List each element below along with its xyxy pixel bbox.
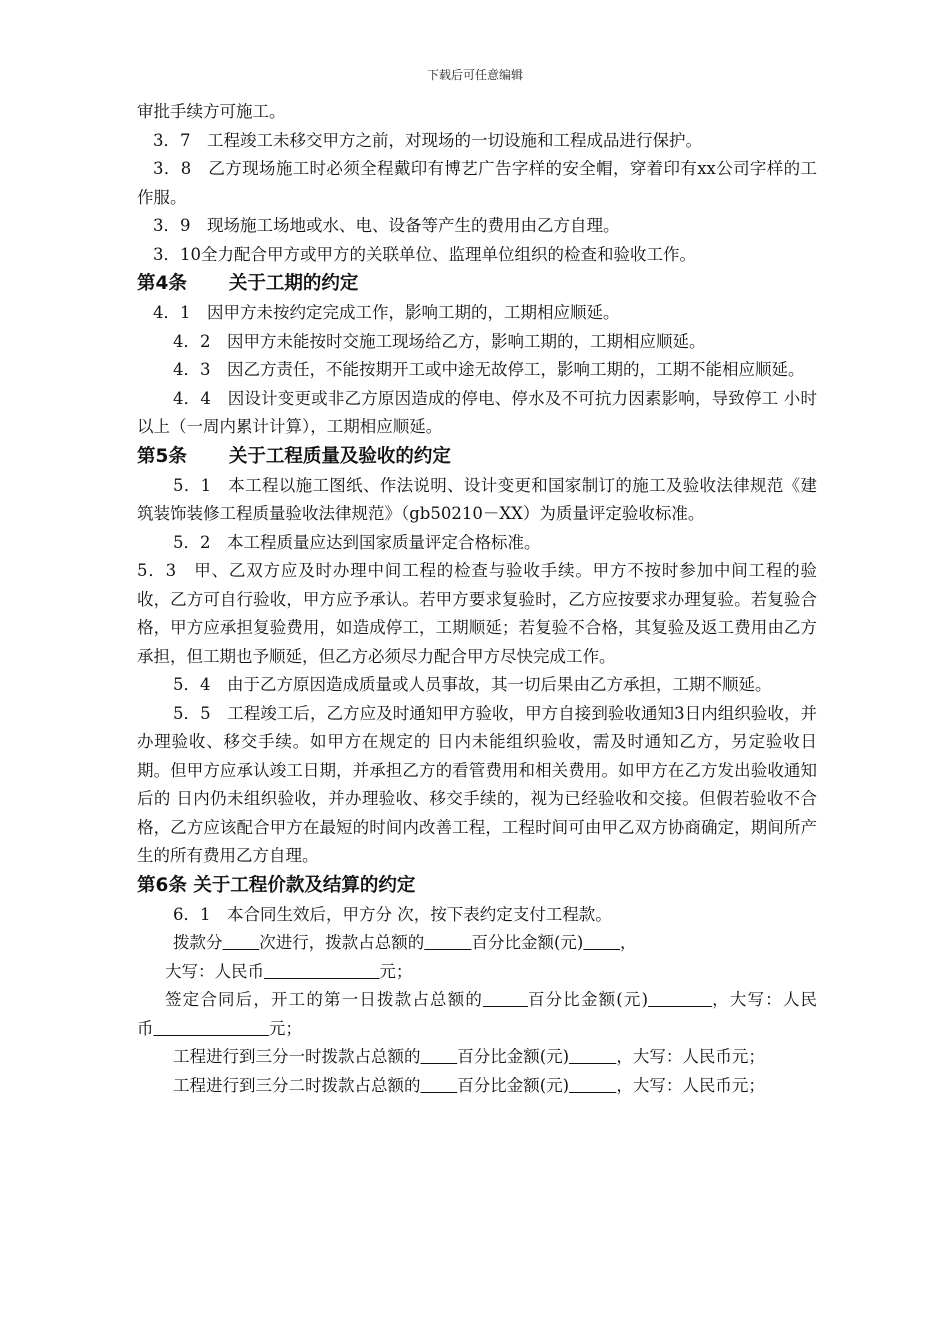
payment-line: 签定合同后，开工的第一日拨款占总额的 百分比金额(元) ，大写：人民币 元； (137, 990, 818, 1038)
clause-6-1: 6．1 本合同生效后，甲方分 次，按下表约定支付工程款。 (173, 904, 612, 924)
document-body (137, 98, 817, 1100)
clause-5-4: 5．4 由于乙方原因造成质量或人员事故，其一切后果由乙方承担，工期不顺延。 (173, 675, 772, 694)
clause-5-3: 5．3 甲、乙双方应及时办理中间工程的检查与验收手续。甲方不按时参加中间工程的验收，乙方可自行验收，甲方应予承认。若甲方要求复验时，乙方应按要求办理复验。若复验合格，甲方应承担复验费用，如造成停工，工期顺延；若复验不合格，其复验及返工费用由乙方承担，但工期也予顺延，但乙方必须尽力配合甲方尽快完成工作。 (137, 561, 817, 666)
clause-4-3: 4．3 因乙方责任，不能按期开工或中途无故停工，影响工期的，工期不能相应顺延。 (173, 360, 805, 379)
page-header: 下载后可任意编辑 (426, 68, 523, 82)
section-title: 关于工程质量及验收的约定 (228, 445, 451, 467)
payment-line: 大写：人民币 元； (165, 961, 413, 981)
clause-4-2: 4．2 因甲方未能按时交施工现场给乙方，影响工期的，工期相应顺延。 (173, 331, 706, 351)
section-heading-5 (137, 442, 817, 472)
clause-4-1: 4．1 因甲方未按约定完成工作，影响工期的，工期相应顺延。 (153, 303, 620, 322)
clause-5-5: 5．5 工程竣工后，乙方应及时通知甲方验收，甲方自接到验收通知3日内组织验收，并办理验收、移交手续。如甲方在规定的 日内未能组织验收，需及时通知乙方，另定验收日期。但甲方应承认竣工日期，并承担乙方的看管费用和相关费用。如甲方在乙方发出验收通知后的 日内仍未组织验收，并办理验收、移交手续的，视为已经验收和交接。但假若验收不合格，乙方应该配合甲方在最短的时间内改善工程，工程时间可由甲乙双方协商确定，期间所产生的所有费用乙方自理。 (137, 703, 817, 865)
clause-4-4: 4．4 因设计变更或非乙方原因造成的停电、停水及不可抗力因素影响，导致停工 小时以上（一周内累计计算），工期相应顺延。 (137, 388, 817, 436)
section-number: 第6条 (137, 874, 187, 896)
clause-3-10: 3．10全力配合甲方或甲方的关联单位、监理单位组织的检查和验收工作。 (153, 244, 696, 264)
paragraph: 审批手续方可施工。 (137, 102, 286, 121)
clause-5-2: 5．2 本工程质量应达到国家质量评定合格标准。 (173, 532, 541, 552)
clause-3-9: 3．9 现场施工场地或水、电、设备等产生的费用由乙方自理。 (153, 216, 620, 235)
section-heading-4 (137, 269, 817, 299)
section-number: 第5条 (137, 445, 187, 467)
section-heading-6 (137, 871, 817, 901)
payment-line: 工程进行到三分二时拨款占总额的 百分比金额(元) ，大写：人民币元； (173, 1075, 765, 1095)
clause-5-1: 5．1 本工程以施工图纸、作法说明、设计变更和国家制订的施工及验收法律规范《建筑装饰装修工程质量验收法律规范》（gb50210－XX）为质量评定验收标准。 (137, 475, 817, 523)
payment-line: 拨款分 次进行，拨款占总额的 百分比金额(元) ， (173, 933, 637, 952)
section-title: 关于工程价款及结算的约定 (193, 874, 416, 896)
section-number: 第4条 (137, 273, 187, 294)
section-title: 关于工期的约定 (228, 273, 359, 294)
clause-3-8: 3．8 乙方现场施工时必须全程戴印有博艺广告字样的安全帽，穿着印有xx公司字样的工作服。 (137, 159, 817, 207)
payment-line: 工程进行到三分一时拨款占总额的 百分比金额(元) ，大写：人民币元； (173, 1047, 765, 1066)
clause-3-7: 3．7 工程竣工未移交甲方之前，对现场的一切设施和工程成品进行保护。 (153, 130, 702, 150)
